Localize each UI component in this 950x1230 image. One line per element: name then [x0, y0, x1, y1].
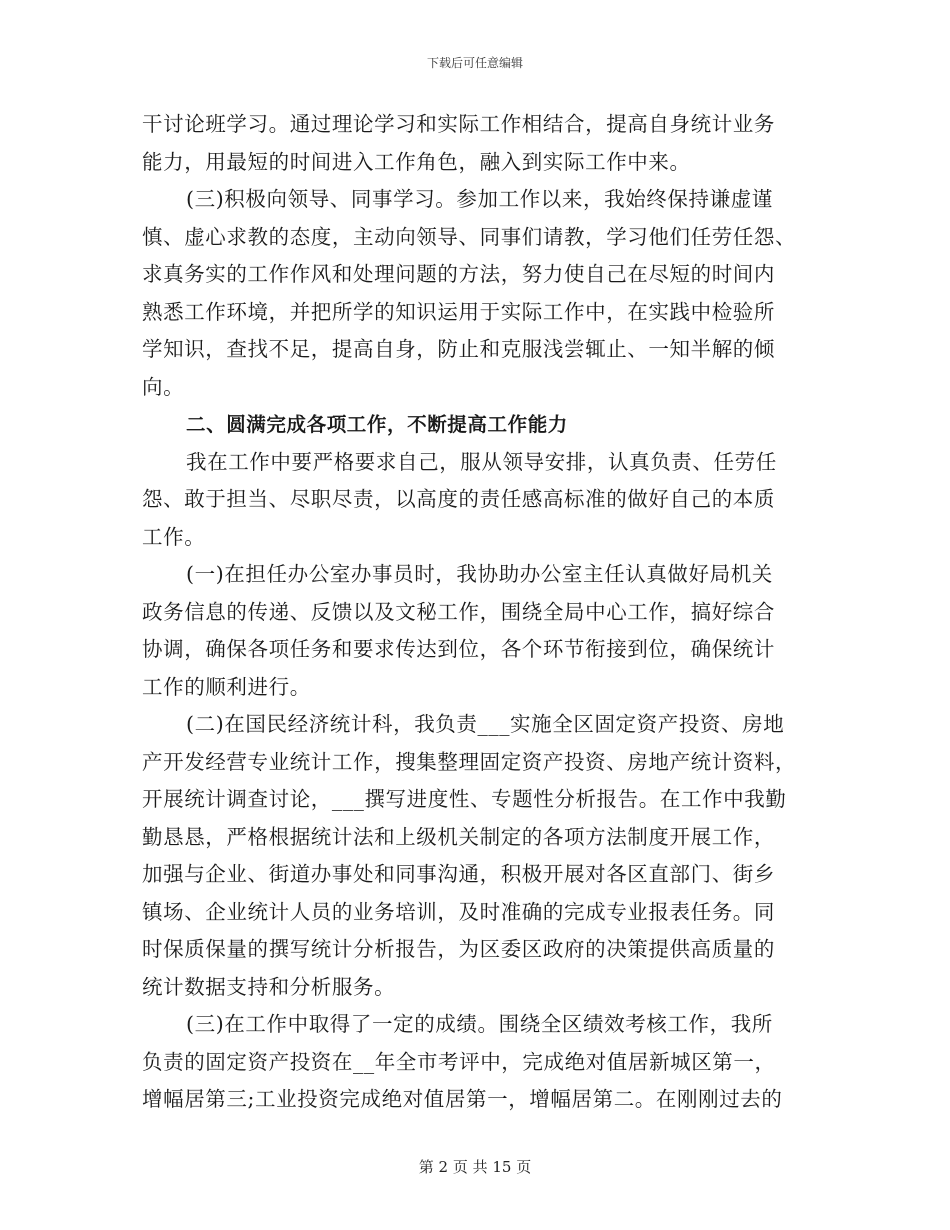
text-line: 工作的顺利进行。 [142, 674, 311, 699]
text-line: 慎、虚心求教的态度，主动向领导、同事们请教，学习他们任劳任怨、 [142, 224, 797, 249]
document-body [142, 106, 812, 1119]
text-line: 熟悉工作环境，并把所学的知识运用于实际工作中，在实践中检验所 [142, 299, 775, 324]
text-line: 我在工作中要严格要求自己，服从领导安排，认真负责、任劳任 [186, 449, 777, 474]
text-line: 能力，用最短的时间进入工作角色，融入到实际工作中来。 [142, 149, 691, 174]
text-line: (三)在工作中取得了一定的成绩。围绕全区绩效考核工作，我所 [186, 1012, 773, 1036]
text-line: 负责的固定资产投资在__年全市考评中，完成绝对值居新城区第一， [142, 1049, 776, 1074]
text-line: 干讨论班学习。通过理论学习和实际工作相结合，提高自身统计业务 [142, 112, 775, 136]
text-line: 增幅居第三;工业投资完成绝对值居第一，增幅居第二。在刚刚过去的 [142, 1087, 783, 1111]
text-line: (二)在国民经济统计科，我负责___实施全区固定资产投资、房地 [186, 712, 785, 736]
section-heading: 二、圆满完成各项工作，不断提高工作能力 [186, 413, 568, 436]
text-line: 加强与企业、街道办事处和同事沟通，积极开展对各区直部门、街乡 [142, 862, 775, 886]
text-line: (一)在担任办公室办事员时，我协助办公室主任认真做好局机关 [186, 562, 773, 586]
text-line: 求真务实的工作作风和处理问题的方法，努力使自己在尽短的时间内 [142, 262, 775, 286]
page-header: 下载后可任意编辑 [426, 56, 523, 70]
text-line: 镇场、企业统计人员的业务培训，及时准确的完成专业报表任务。同 [142, 899, 775, 924]
text-line: 开展统计调查讨论，___撰写进度性、专题性分析报告。在工作中我勤 [142, 787, 787, 811]
text-line: 工作。 [142, 524, 206, 549]
text-line: 勤恳恳，严格根据统计法和上级机关制定的各项方法制度开展工作， [142, 824, 775, 849]
text-line: 怨、敢于担当、尽职尽责，以高度的责任感高标准的做好自己的本质 [142, 487, 775, 511]
text-line: 向。 [142, 374, 185, 399]
text-line: 时保质保量的撰写统计分析报告，为区委区政府的决策提供高质量的 [142, 937, 775, 961]
text-line: 协调，确保各项任务和要求传达到位，各个环节衔接到位，确保统计 [142, 637, 775, 661]
text-line: 学知识，查找不足，提高自身，防止和克服浅尝辄止、一知半解的倾 [142, 337, 775, 361]
text-line: (三)积极向领导、同事学习。参加工作以来，我始终保持谦虚谨 [186, 187, 773, 211]
text-line: 统计数据支持和分析服务。 [142, 974, 396, 999]
text-line: 产开发经营专业统计工作，搜集整理固定资产投资、房地产统计资料， [142, 749, 797, 774]
text-line: 政务信息的传递、反馈以及文秘工作，围绕全局中心工作，搞好综合 [142, 599, 775, 624]
page-footer: 第 2 页 共 15 页 [418, 1158, 532, 1176]
